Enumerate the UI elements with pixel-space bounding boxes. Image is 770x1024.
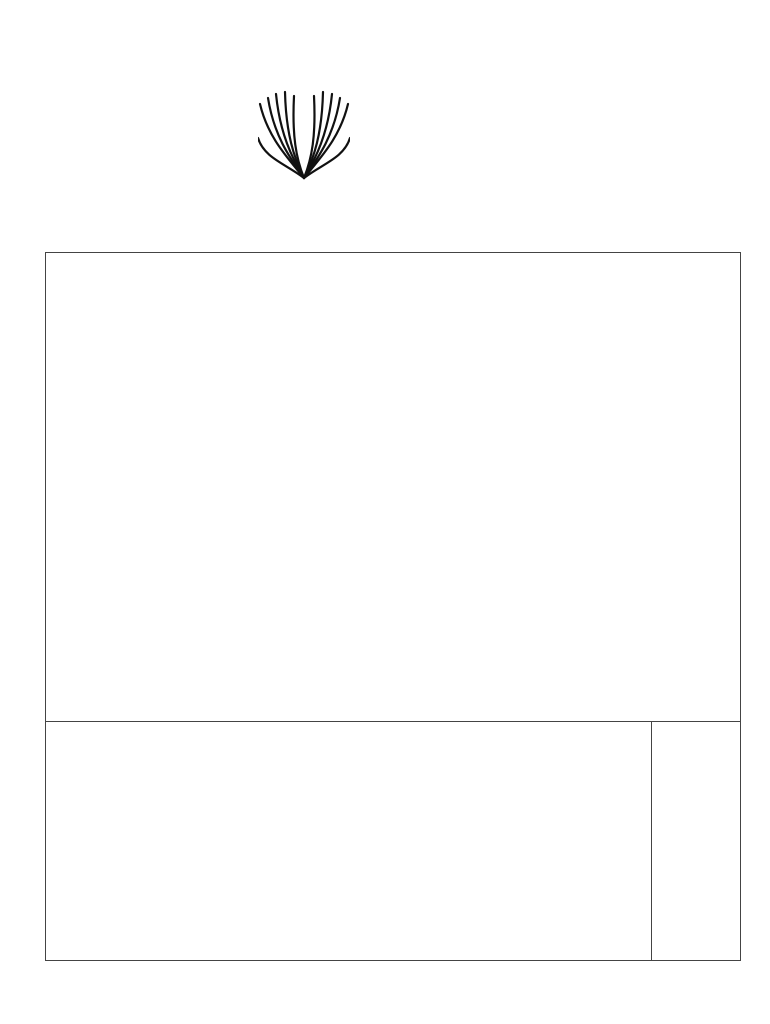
minutes-box [45, 721, 741, 961]
setu-logo-icon [258, 88, 350, 184]
meeting-details-box [45, 252, 741, 722]
column-divider [651, 722, 652, 960]
setu-logo [258, 88, 518, 188]
